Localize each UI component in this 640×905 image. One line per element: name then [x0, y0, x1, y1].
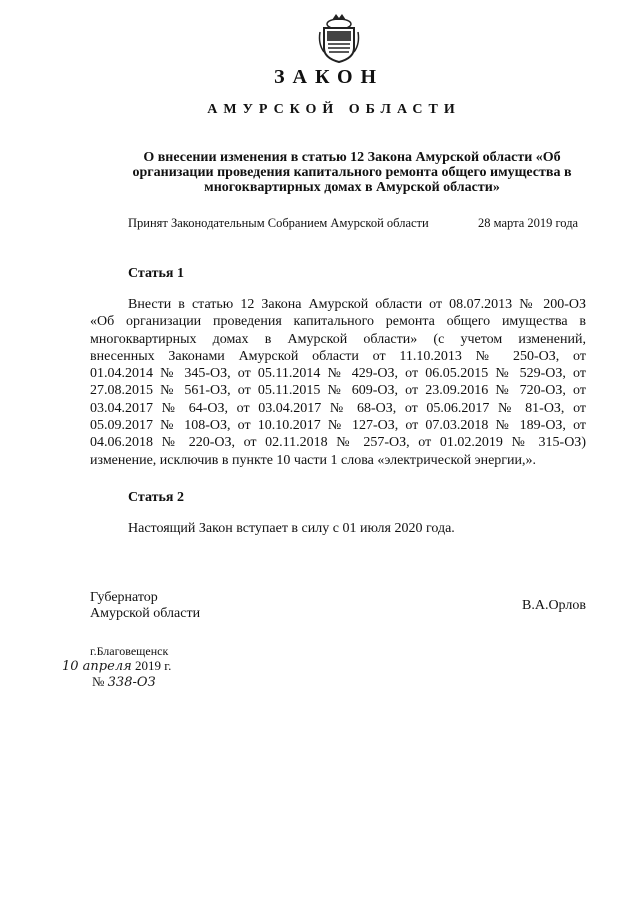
article-2-text: Настоящий Закон вступает в силу с 01 июля 2020 года. — [128, 521, 455, 536]
article-1-line: внесенных Законами Амурской области от 11.10.2013 № 250-ОЗ, от — [90, 348, 586, 364]
signatory-name: В.А.Орлов — [522, 598, 586, 613]
article-1-line: 01.04.2014 № 345-ОЗ, от 05.11.2014 № 429-ОЗ, от 06.05.2015 № 529-ОЗ, от — [90, 366, 586, 382]
handwritten-law-number: 338-ОЗ — [107, 675, 156, 690]
law-title-line: О внесении изменения в статью 12 Закона Амурской области «Об — [143, 150, 561, 165]
adoption-date: 28 марта 2019 года — [478, 216, 579, 230]
article-1-line: 05.09.2017 № 108-ОЗ, от 10.10.2017 № 127-ОЗ, от 07.03.2018 № 189-ОЗ, от — [90, 418, 586, 434]
city: г.Благовещенск — [90, 644, 169, 658]
law-title-line: многоквартирных домах в Амурской области» — [204, 180, 500, 195]
handwritten-date: 10 апреля — [62, 659, 132, 674]
article-1-line: многоквартирных домах в Амурской области» (с учетом изменений, — [90, 331, 586, 347]
signing-date — [62, 658, 171, 674]
article-1-line: изменение, исключив в пункте 10 части 1 слова «электрической энергии,». — [90, 452, 537, 468]
article-1-line: 04.06.2018 № 220-ОЗ, от 02.11.2018 № 257-ОЗ, от 01.02.2019 № 315-ОЗ) — [90, 435, 586, 451]
article-1-line: 03.04.2017 № 64-ОЗ, от 03.04.2017 № 68-ОЗ, от 05.06.2017 № 81-ОЗ, от — [90, 400, 586, 416]
law-number-prefix: № — [92, 674, 105, 689]
signatory-title-line: Амурской области — [90, 606, 201, 621]
article-1-line: 27.08.2015 № 561-ОЗ, от 05.11.2015 № 609-ОЗ, от 23.09.2016 № 720-ОЗ, от — [90, 383, 586, 399]
signing-year: 2019 г. — [134, 658, 172, 673]
adoption-text: Принят Законодательным Собранием Амурской области — [128, 216, 429, 230]
signatory-title-line: Губернатор — [90, 590, 158, 605]
article-1-line: «Об организации проведения капитального ремонта общего имущества в — [90, 314, 586, 330]
law-title — [110, 150, 594, 195]
law-number — [92, 674, 156, 690]
document-subtitle: АМУРСКОЙ ОБЛАСТИ — [207, 102, 461, 117]
article-2-heading: Статья 2 — [128, 490, 184, 505]
article-1-heading: Статья 1 — [128, 266, 184, 281]
article-1-text — [90, 296, 586, 469]
article-1-line: Внести в статью 12 Закона Амурской области от 08.07.2013 № 200-ОЗ — [128, 297, 586, 312]
law-title-line: организации проведения капитального ремонта общего имущества в — [132, 165, 572, 180]
document-title: ЗАКОН — [273, 66, 385, 88]
signatory-title — [90, 590, 200, 622]
coat-of-arms-icon — [316, 10, 362, 64]
